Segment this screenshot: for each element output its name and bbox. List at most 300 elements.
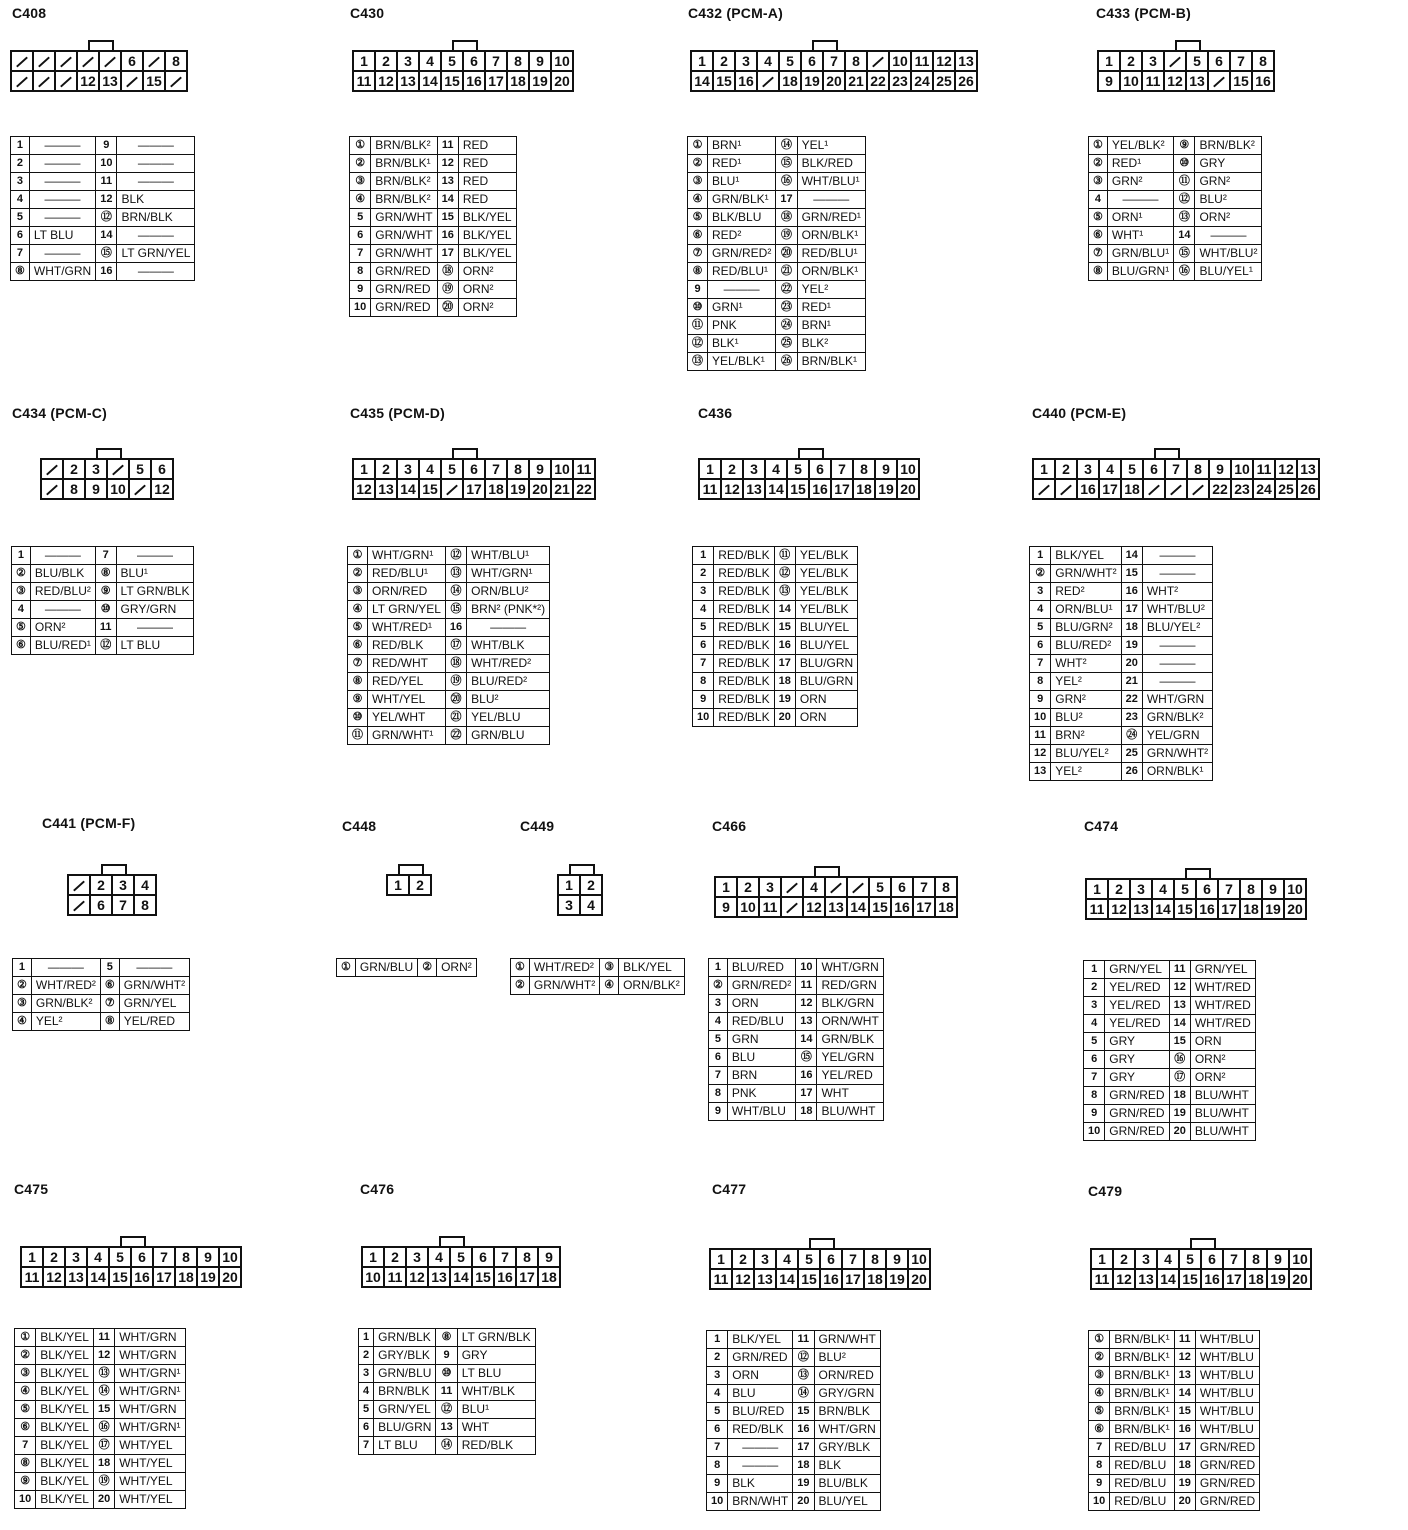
empty-cavity	[54, 70, 78, 92]
terminal-number: 19	[1121, 637, 1142, 655]
pin-cavity: 12	[352, 478, 376, 500]
wire-color: BRN/BLK¹	[371, 155, 437, 173]
wire-color: BLU²	[1051, 709, 1121, 727]
wire-color: YEL/RED	[1105, 1015, 1169, 1033]
wire-color: BLU/WHT	[1190, 1087, 1255, 1105]
wire-color: LT GRN/BLK	[457, 1329, 535, 1347]
terminal-number: ①	[688, 137, 708, 155]
terminal-number: 11	[436, 1383, 457, 1401]
terminal-number: ⑱	[445, 655, 466, 673]
wire-row	[1089, 1385, 1260, 1403]
pin-cavity: 10	[218, 1246, 242, 1268]
pin-cavity: 8	[1251, 50, 1275, 72]
pin-cavity: 16	[493, 1266, 517, 1288]
terminal-number: 13	[436, 1419, 457, 1437]
terminal-number: 5	[100, 959, 119, 977]
wire-color: WHT¹	[1107, 227, 1173, 245]
terminal-number: ⑲	[445, 673, 466, 691]
wire-row	[13, 1013, 190, 1031]
wire-color: BLU/YEL	[814, 1493, 880, 1511]
pin-cavity: 15	[868, 896, 892, 918]
terminal-number: 15	[93, 1401, 114, 1419]
terminal-number: 12	[1174, 1349, 1195, 1367]
pin-cavity: 12	[731, 1268, 755, 1290]
wire-row	[1089, 209, 1262, 227]
empty-cavity	[67, 894, 91, 916]
wire-color: RED/BLK	[714, 619, 774, 637]
terminal-number: ⑪	[1174, 173, 1195, 191]
connector-lock-tab	[88, 40, 114, 50]
wire-row	[1084, 1033, 1256, 1051]
empty-cavity	[756, 70, 780, 92]
wire-color: RED/YEL	[368, 673, 446, 691]
terminal-number: ⑥	[348, 637, 368, 655]
terminal-number: 17	[776, 191, 797, 209]
terminal-number: 7	[709, 1067, 728, 1085]
terminal-number: 7	[1030, 655, 1051, 673]
terminal-number: ⑥	[12, 637, 31, 655]
empty-cavity	[1207, 70, 1231, 92]
wire-color: WHT²	[1142, 583, 1212, 601]
wire-color: ———	[728, 1457, 793, 1475]
connector-face	[352, 458, 594, 502]
pin-cavity: 10	[1283, 878, 1307, 900]
terminal-number: ⑩	[95, 601, 116, 619]
connector-title: C440 (PCM-E)	[1032, 405, 1127, 421]
wire-color: WHT/BLU¹	[797, 173, 865, 191]
terminal-number: ⑨	[348, 691, 368, 709]
wire-row	[1089, 1493, 1260, 1511]
wire-row	[15, 1419, 186, 1437]
wire-row	[707, 1493, 881, 1511]
terminal-number: 1	[11, 137, 30, 155]
terminal-number: ⑧	[15, 1455, 36, 1473]
wire-row	[1084, 997, 1256, 1015]
terminal-number: 8	[693, 673, 714, 691]
wire-row	[688, 137, 866, 155]
pin-cavity: 6	[800, 50, 824, 72]
pin-cavity: 5	[440, 458, 464, 480]
wire-color: ORN/BLK¹	[1142, 763, 1212, 781]
pin-cavity: 14	[86, 1266, 110, 1288]
terminal-number: 11	[93, 1329, 114, 1347]
wire-color: BLU/RED²	[1051, 637, 1121, 655]
terminal-number: ①	[15, 1329, 36, 1347]
terminal-number: ⑬	[774, 583, 795, 601]
terminal-number: 13	[1169, 997, 1190, 1015]
wire-color: BLU¹	[457, 1401, 535, 1419]
pin-cavity: 2	[736, 876, 760, 898]
connector-face	[20, 1246, 240, 1290]
pin-cavity: 20	[550, 70, 574, 92]
connector-lock-tab	[1185, 868, 1211, 878]
wire-row	[1089, 1349, 1260, 1367]
wire-color: YEL/GRN	[1142, 727, 1212, 745]
wire-color: ———	[30, 601, 95, 619]
wire-color: ORN²	[458, 263, 516, 281]
pin-cavity: 17	[1222, 1268, 1246, 1290]
connector-lock-tab	[398, 864, 424, 874]
wire-row	[1089, 1367, 1260, 1385]
empty-cavity	[824, 876, 848, 898]
connector-face	[67, 874, 155, 918]
terminal-number: 16	[96, 263, 117, 281]
terminal-number: 6	[693, 637, 714, 655]
terminal-number: ⑫	[436, 1401, 457, 1419]
wire-color: GRN/BLK	[817, 1031, 883, 1049]
wire-row	[688, 263, 866, 281]
pin-cavity: 7	[1222, 1248, 1246, 1270]
terminal-number: ⑧	[348, 673, 368, 691]
wire-row	[709, 1067, 884, 1085]
pin-cavity: 17	[912, 896, 936, 918]
wire-row	[12, 583, 194, 601]
wire-color: RED²	[708, 227, 776, 245]
wire-color: GRN/RED	[1105, 1105, 1169, 1123]
terminal-number: 12	[1030, 745, 1051, 763]
wire-row	[1084, 1087, 1256, 1105]
empty-cavity	[54, 50, 78, 72]
terminal-number: ⑦	[100, 995, 119, 1013]
wire-color: YEL/RED	[817, 1067, 883, 1085]
terminal-number: ③	[688, 173, 708, 191]
wire-row	[688, 173, 866, 191]
pin-cavity: 6	[1207, 50, 1231, 72]
pin-cavity: 8	[133, 894, 157, 916]
wire-row	[350, 173, 517, 191]
pin-cavity: 5	[108, 1246, 132, 1268]
terminal-number: 10	[15, 1491, 36, 1509]
wire-row	[350, 209, 517, 227]
terminal-number: ②	[1030, 565, 1051, 583]
terminal-number: 13	[1030, 763, 1051, 781]
wire-color: GRN/RED	[1195, 1439, 1259, 1457]
terminal-number: 13	[796, 1013, 817, 1031]
wire-color: BLK/YEL	[36, 1473, 94, 1491]
pin-cavity: 19	[874, 478, 898, 500]
wire-row	[693, 601, 858, 619]
pin-cavity: 12	[802, 896, 826, 918]
pin-cavity: 18	[1239, 898, 1263, 920]
wire-color: BLU	[728, 1385, 793, 1403]
wire-row	[348, 619, 550, 637]
wire-color: GRN/BLK²	[31, 995, 100, 1013]
wire-color: ———	[116, 547, 194, 565]
pin-cavity: 20	[907, 1268, 931, 1290]
pin-cavity: 7	[830, 458, 854, 480]
terminal-number: 6	[707, 1421, 728, 1439]
terminal-number: 8	[1030, 673, 1051, 691]
wire-color: ORN²	[30, 619, 95, 637]
pin-cavity: 5	[786, 458, 810, 480]
empty-cavity	[440, 478, 464, 500]
wire-row	[350, 227, 517, 245]
wire-color: BLU/YEL	[795, 637, 857, 655]
wire-color: WHT/RED²	[31, 977, 100, 995]
terminal-number: ③	[600, 959, 619, 977]
wire-color: GRN/BLU	[467, 727, 550, 745]
terminal-number: ⑤	[348, 619, 368, 637]
wire-color: YEL²	[1051, 673, 1121, 691]
connector-face	[1085, 878, 1305, 922]
terminal-number: 18	[1121, 619, 1142, 637]
wire-color: ORN/WHT	[817, 1013, 883, 1031]
empty-cavity	[76, 50, 100, 72]
pin-cavity: 17	[841, 1268, 865, 1290]
empty-cavity	[10, 50, 34, 72]
empty-cavity	[780, 896, 804, 918]
connector-title: C448	[342, 818, 377, 834]
pin-cavity: 5	[440, 50, 464, 72]
wire-color: BLU/YEL²	[1142, 619, 1212, 637]
wire-row	[1089, 245, 1262, 263]
pin-cavity: 5	[778, 50, 802, 72]
wire-table	[358, 1328, 536, 1455]
terminal-number: 4	[1089, 191, 1108, 209]
wire-row	[693, 547, 858, 565]
pin-cavity: 9	[196, 1246, 220, 1268]
pin-cavity: 3	[1076, 458, 1100, 480]
wire-color: BLU/YEL²	[1051, 745, 1121, 763]
wire-color: BLU	[727, 1049, 795, 1067]
terminal-number: 2	[707, 1349, 728, 1367]
pin-cavity: 15	[108, 1266, 132, 1288]
wire-color: ORN	[1190, 1033, 1255, 1051]
wire-row	[688, 353, 866, 371]
wire-color: GRN/RED	[728, 1349, 793, 1367]
wire-row	[13, 977, 190, 995]
wire-color: LT GRN/YEL	[117, 245, 195, 263]
terminal-number: ⑥	[1089, 227, 1108, 245]
pin-cavity: 12	[42, 1266, 66, 1288]
terminal-number: ②	[688, 155, 708, 173]
wire-row	[15, 1491, 186, 1509]
pin-cavity: 13	[1129, 898, 1153, 920]
wire-color: GRY/GRN	[814, 1385, 880, 1403]
wire-row	[13, 995, 190, 1013]
terminal-number: ⑰	[445, 637, 466, 655]
terminal-number: 4	[12, 601, 31, 619]
wire-row	[12, 547, 194, 565]
wire-color: WHT/BLU	[1195, 1349, 1259, 1367]
terminal-number: 14	[1169, 1015, 1190, 1033]
wire-color: GRN/WHT²	[1142, 745, 1212, 763]
terminal-number: 14	[96, 227, 117, 245]
wire-color: ORN/BLU¹	[1051, 601, 1121, 619]
pin-cavity: 8	[515, 1246, 539, 1268]
wire-table	[336, 958, 477, 977]
wire-row	[11, 155, 195, 173]
terminal-number: ⑩	[348, 709, 368, 727]
wire-color: BLU/GRN	[795, 673, 857, 691]
connector-lock-tab	[814, 866, 840, 876]
wire-row	[15, 1347, 186, 1365]
wire-color: ORN²	[458, 281, 516, 299]
pin-cavity: 5	[1178, 1248, 1202, 1270]
pin-cavity: 1	[1090, 1248, 1114, 1270]
wire-color: WHT/RED	[1190, 1015, 1255, 1033]
terminal-number: 6	[359, 1419, 374, 1437]
terminal-number: ㉓	[776, 299, 797, 317]
pin-cavity: 19	[506, 478, 530, 500]
connector-face	[698, 458, 918, 502]
wire-color: RED/BLK	[457, 1437, 535, 1455]
pin-cavity: 16	[890, 896, 914, 918]
terminal-number: ②	[348, 565, 368, 583]
terminal-number: 22	[1121, 691, 1142, 709]
connector-lock-tab	[812, 40, 838, 50]
pin-cavity: 21	[844, 70, 868, 92]
terminal-number: 9	[1089, 1475, 1110, 1493]
pin-cavity: 4	[418, 50, 442, 72]
wire-row	[12, 619, 194, 637]
connector-lock-tab	[798, 448, 824, 458]
wire-table	[1083, 960, 1256, 1141]
pin-cavity: 11	[352, 70, 376, 92]
wire-row	[359, 1383, 536, 1401]
wire-color: BLK	[117, 191, 195, 209]
wire-row	[1030, 763, 1213, 781]
wire-color: GRN/WHT²	[529, 977, 599, 995]
pin-cavity: 1	[386, 874, 410, 896]
wire-row	[1084, 1105, 1256, 1123]
terminal-number: 7	[11, 245, 30, 263]
pin-cavity: 2	[731, 1248, 755, 1270]
wire-color: GRN/RED	[371, 263, 437, 281]
terminal-number: 20	[774, 709, 795, 727]
wire-row	[348, 691, 550, 709]
wire-color: GRN	[727, 1031, 795, 1049]
pin-cavity: 11	[910, 50, 934, 72]
terminal-number: 14	[1121, 547, 1142, 565]
connector-title: C477	[712, 1181, 747, 1197]
connector-title: C433 (PCM-B)	[1096, 5, 1191, 21]
wire-row	[348, 727, 550, 745]
wire-row	[348, 565, 550, 583]
terminal-number: 12	[96, 191, 117, 209]
terminal-number: 15	[774, 619, 795, 637]
wire-row	[15, 1455, 186, 1473]
terminal-number: 2	[11, 155, 30, 173]
pin-cavity: 2	[1107, 878, 1131, 900]
pin-cavity: 16	[808, 478, 832, 500]
wire-color: GRN/RED²	[708, 245, 776, 263]
connector-lock-tab	[1175, 40, 1201, 50]
pin-cavity: 6	[1200, 1248, 1224, 1270]
terminal-number: ④	[15, 1383, 36, 1401]
terminal-number: ②	[1089, 1349, 1110, 1367]
wire-color: BLU¹	[708, 173, 776, 191]
terminal-number: ③	[13, 995, 32, 1013]
terminal-number: ⑬	[688, 353, 708, 371]
pin-cavity: 11	[1141, 70, 1165, 92]
pin-cavity: 5	[868, 876, 892, 898]
terminal-number: ④	[350, 191, 371, 209]
terminal-number: 9	[436, 1347, 457, 1365]
wire-row	[709, 1013, 884, 1031]
terminal-number: ⑤	[688, 209, 708, 227]
wire-color: BLU²	[814, 1349, 880, 1367]
wire-color: BLK/YEL	[1051, 547, 1121, 565]
pin-cavity: 12	[1163, 70, 1187, 92]
pin-cavity: 4	[764, 458, 788, 480]
pin-cavity: 11	[709, 1268, 733, 1290]
terminal-number: 16	[445, 619, 466, 637]
wire-row	[350, 137, 517, 155]
wire-row	[1089, 1331, 1260, 1349]
wire-color: WHT/BLU	[1195, 1385, 1259, 1403]
wire-color: GRN/WHT	[814, 1331, 880, 1349]
pin-cavity: 6	[1142, 458, 1166, 480]
terminal-number: 9	[688, 281, 708, 299]
pin-cavity: 5	[1120, 458, 1144, 480]
wire-color: YEL/WHT	[368, 709, 446, 727]
terminal-number: ⑮	[776, 155, 797, 173]
terminal-number: 7	[350, 245, 371, 263]
wire-table	[11, 546, 194, 655]
pin-cavity: 9	[84, 478, 108, 500]
pin-cavity: 9	[1261, 878, 1285, 900]
pin-cavity: 13	[1134, 1268, 1158, 1290]
terminal-number: 1	[1030, 547, 1051, 565]
terminal-number: 11	[1169, 961, 1190, 979]
terminal-number: ①	[337, 959, 356, 977]
wire-color: WHT/GRN	[115, 1329, 185, 1347]
connector-face	[1032, 458, 1318, 502]
connector-face	[386, 874, 430, 896]
wire-color: ORN²	[1195, 209, 1262, 227]
terminal-number: 5	[1084, 1033, 1105, 1051]
terminal-number: ④	[348, 601, 368, 619]
pin-cavity: 4	[802, 876, 826, 898]
pin-cavity: 20	[1288, 1268, 1312, 1290]
wire-color: BLU/WHT	[1190, 1123, 1255, 1141]
wire-row	[348, 637, 550, 655]
connector-face	[361, 1246, 559, 1290]
wire-color: GRN/RED¹	[797, 209, 865, 227]
wire-color: GRN²	[1051, 691, 1121, 709]
wire-row	[693, 565, 858, 583]
pin-cavity: 1	[352, 50, 376, 72]
terminal-number: 1	[359, 1329, 374, 1347]
terminal-number: 5	[707, 1403, 728, 1421]
pin-cavity: 11	[20, 1266, 44, 1288]
wire-color: BLU/GRN	[795, 655, 857, 673]
wire-color: BRN/BLK¹	[1110, 1349, 1174, 1367]
terminal-number: ⑯	[1174, 263, 1195, 281]
pin-cavity: 9	[874, 458, 898, 480]
wire-row	[1030, 709, 1213, 727]
wire-color: LT GRN/BLK	[116, 583, 194, 601]
empty-cavity	[10, 70, 34, 92]
wire-color: GRN¹	[708, 299, 776, 317]
pin-cavity: 4	[427, 1246, 451, 1268]
wire-color: WHT/YEL	[115, 1437, 185, 1455]
wire-color: BRN/BLK²	[371, 173, 437, 191]
wire-color: PNK	[708, 317, 776, 335]
terminal-number: 18	[774, 673, 795, 691]
terminal-number: ㉑	[776, 263, 797, 281]
terminal-number: 12	[1169, 979, 1190, 997]
wire-color: RED/WHT	[368, 655, 446, 673]
terminal-number: 3	[707, 1367, 728, 1385]
terminal-number: ⑤	[15, 1401, 36, 1419]
terminal-number: ⑮	[796, 1049, 817, 1067]
pin-cavity: 7	[484, 458, 508, 480]
pin-cavity: 13	[742, 478, 766, 500]
wire-row	[1084, 1123, 1256, 1141]
wire-color: RED/BLU	[1110, 1439, 1174, 1457]
